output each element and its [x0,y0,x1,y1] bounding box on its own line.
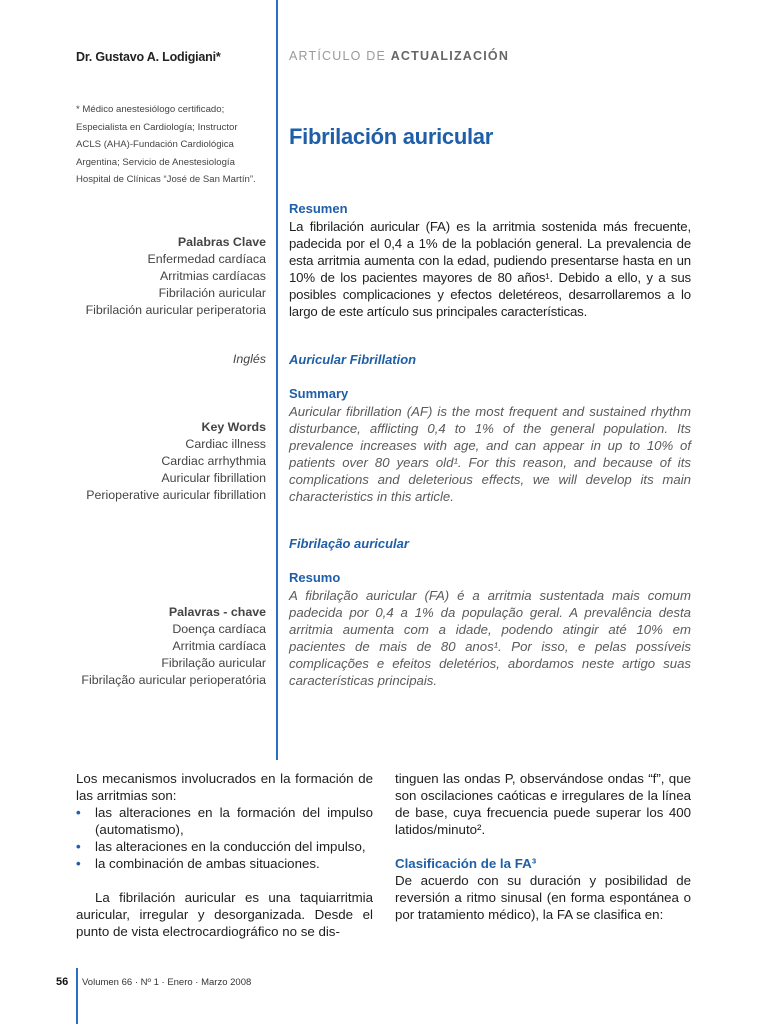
body-column-2 [395,770,691,923]
journal-citation: Volumen 66 · Nº 1 · Enero · Marzo 2008 [82,977,252,988]
abstract-heading-en: Summary [289,386,349,401]
footer-rule [76,968,78,1024]
body-paragraph: tinguen las ondas P, observándose ondas “f”, que son oscilaciones caóticas e irregulares de la línea de base, cuya frecuencia puede superar los 400 latidos/minuto². [395,771,691,837]
body-paragraph: La fibrilación auricular es una taquiarritmia auricular, irregular y desorganizada. Desde el punto de vista electrocardiográfico no se dis- [76,890,373,939]
body-paragraph: De acuerdo con su duración y posibilidad de reversión a ritmo sinusal (en forma espontánea o por tratamiento médico), la FA se clasifica en: [395,873,691,922]
abstract-pt: A fibrilação auricular (FA) é a arritmia sustentada mais comum padecida por 0,4 a 1% da população geral. A prevalência desta arritmia aumenta com a idade, podendo atingir até 10% em pacientes de mais de 80 anos¹. Por isso, e pelas possíveis complicações e efeitos deletérios, abordamos neste artigo suas características principais. [289,588,691,688]
article-type: ARTÍCULO DE ACTUALIZACIÓN [289,49,510,63]
author-affiliation: * Médico anestesiólogo certificado; Especialista en Cardiología; Instructor ACLS (AHA)-Fundación Cardiológica Argentina; Servicio de Anestesiología Hospital de Clínicas “José de San Martín”. [76,104,256,185]
abstract-heading-pt: Resumo [289,570,341,585]
article-title: Fibrilación auricular [289,124,493,149]
list-item: • la combinación de ambas situaciones. [76,855,373,872]
abstract-en: Auricular fibrillation (AF) is the most frequent and sustained rhythm disturbance, afflicting 0,4 to 1% of the general population. Its prevalence increases with age, and can appear in up to 10% of patients over 80 years old¹. For this reason, and because of its complications and deleterious effects, we will develop its main characteristics in this article. [289,404,691,504]
keywords-english: Key Words Cardiac illness Cardiac arrhythmia Auricular fibrillation Perioperative auricular fibrillation [86,420,266,502]
language-label-en: Inglés [232,352,266,366]
list-item: • las alteraciones en la conducción del impulso, [76,838,373,855]
mechanism-list [76,804,373,872]
title-pt: Fibrilação auricular [289,536,409,551]
body-column-1 [76,770,373,940]
vertical-rule [276,0,278,760]
keywords-spanish: Palabras Clave Enfermedad cardíaca Arritmias cardíacas Fibrilación auricular Fibrilación auricular periperatoria [85,235,266,317]
page-number: 56 [56,976,69,988]
author-name: Dr. Gustavo A. Lodigiani* [76,50,221,64]
list-item: • las alteraciones en la formación del impulso (automatismo), [76,804,373,838]
abstract-heading-es: Resumen [289,201,348,216]
subsection-heading: Clasificación de la FA³ [395,856,537,871]
title-en: Auricular Fibrillation [289,352,417,367]
body-intro: Los mecanismos involucrados en la formación de las arritmias son: [76,771,373,803]
keywords-portuguese: Palavras - chave Doença cardíaca Arritmia cardíaca Fibrilação auricular Fibrilação auricular perioperatória [81,605,266,687]
abstract-es: La fibrilación auricular (FA) es la arritmia sostenida más frecuente, padecida por el 0,4 a 1% de la población general. La prevalencia de esta arritmia aumenta con la edad, pudiendo presentarse hasta en un 10% de los pacientes mayores de 80 años¹. Debido a ello, y a sus posibles complicaciones y efectos deletéreos, desarrollaremos a lo largo de este artículo sus principales características. [289,219,691,319]
